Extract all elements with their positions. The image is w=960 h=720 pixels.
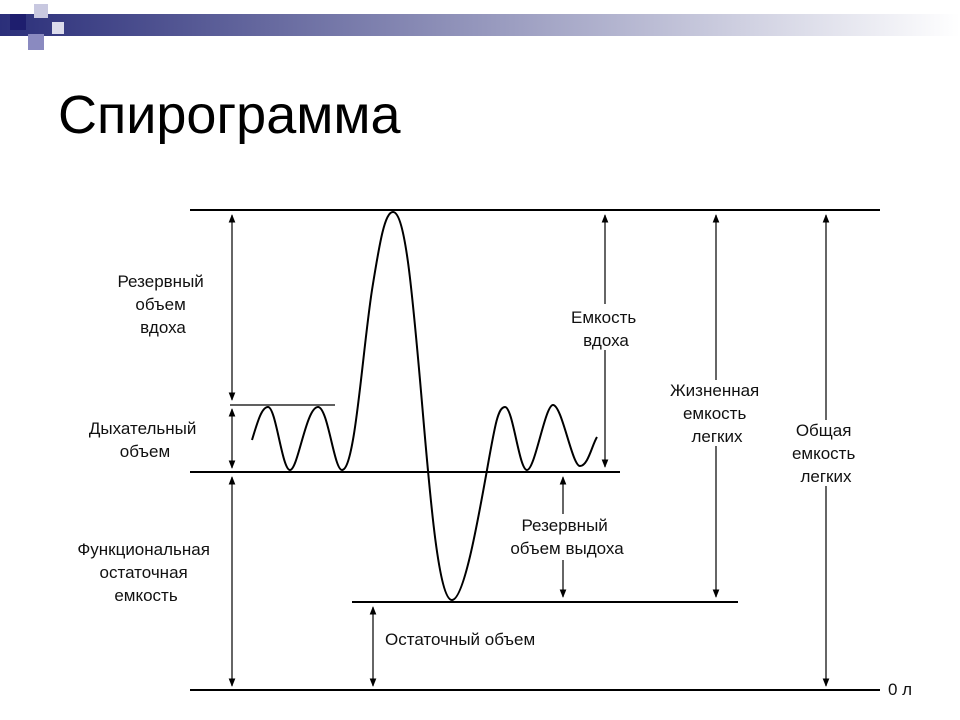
label-vc: Жизненная емкость легких	[669, 381, 760, 446]
label-erv: Резервный объем выдоха	[510, 516, 624, 558]
page-title: Спирограмма	[58, 85, 401, 145]
label-rv: Остаточный объем	[385, 630, 536, 649]
label-tv: Дыхательный объем	[88, 419, 197, 461]
label-frc: Функциональная остаточная емкость	[77, 540, 210, 605]
label-zero-liters: 0 л	[888, 680, 913, 699]
label-ic: Емкость вдоха	[571, 308, 637, 350]
label-irv: Резервный объем вдоха	[117, 272, 204, 337]
label-tlc: Общая емкость легких	[791, 421, 856, 486]
